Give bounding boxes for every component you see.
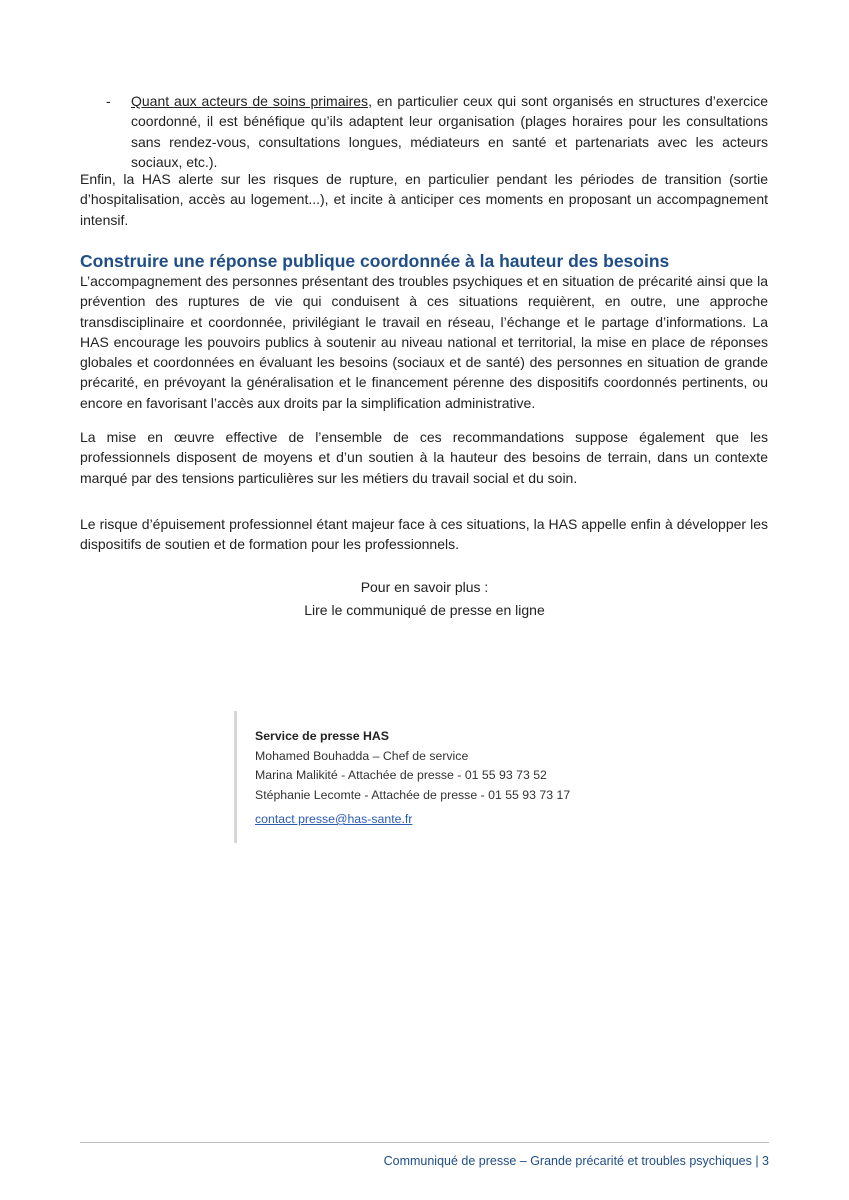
contact-line: Marina Malikité - Attachée de presse - 01 55 93 73 52 xyxy=(255,768,547,782)
bullet-lead: Quant aux acteurs de soins primaires xyxy=(131,93,369,109)
contact-line: Mohamed Bouhadda – Chef de service xyxy=(255,748,469,763)
paragraph-moyens: La mise en œuvre effective de l’ensemble de ces recommandations suppose également que les professionnels disposent de moyens et d’un soutien à la hauteur des besoins de terrain, dans un contexte marqué par des tensions particulières sur les métiers du travail social et du soin. xyxy=(80,429,768,486)
more-info-label: Pour en savoir plus : xyxy=(360,579,489,595)
paragraph-coordination: L’accompagnement des personnes présentant des troubles psychiques et en situation de précarité ainsi que la prévention des ruptures de vie qui conduisent à ces situations requièrent, en outre, une approche transdisciplinaire et coordonnée, privilégiant le travail en réseau, l’échange et le partage d’informations. La HAS encourage les pouvoirs publics à soutenir au niveau national et territorial, la mise en place de réponses globales et coordonnées en évaluant les besoins (sociaux et de santé) des personnes en situation de grande précarité, en prévoyant la généralisation et le financement pérenne des dispositifs coordonnés pertinents, ou encore en favorisant l’accès aux droits par la simplification administrative. xyxy=(80,273,768,411)
bullet-primary-care xyxy=(131,91,768,172)
footer-divider xyxy=(80,1142,769,1143)
contact-line: Stéphanie Lecomte - Attachée de presse - 01 55 93 73 17 xyxy=(255,787,571,802)
bullet-dash: - xyxy=(106,93,111,109)
bullet-rest: , en particulier ceux qui sont organisés en structures d’exercice coordonné, il est bénéfique qu’ils adaptent leur organisation (plages horaires pour les consultations sans rendez-vous, consultations longues, médiateurs en santé et partenariats avec les acteurs sociaux, etc.). xyxy=(131,93,769,170)
press-release-link[interactable]: Lire le communiqué de presse en ligne xyxy=(304,602,545,618)
paragraph-epuisement: Le risque d’épuisement professionnel étant majeur face à ces situations, la HAS appelle enfin à développer les dispositifs de soutien et de formation pour les professionnels. xyxy=(80,516,768,553)
paragraph-enfin: Enfin, la HAS alerte sur les risques de rupture, en particulier pendant les périodes de transition (sortie d’hospitalisation, accès au logement...), et incite à anticiper ces moments en proposant un accompagnement intensif. xyxy=(80,171,768,228)
page-footer: Communiqué de presse – Grande précarité et troubles psychiques | 3 xyxy=(383,1154,769,1168)
section-heading: Construire une réponse publique coordonnée à la hauteur des besoins xyxy=(80,251,670,271)
contact-title: Service de presse HAS xyxy=(255,729,389,743)
contact-email-link[interactable]: contact presse@has-sante.fr xyxy=(255,812,413,826)
press-contact-box xyxy=(234,711,614,843)
